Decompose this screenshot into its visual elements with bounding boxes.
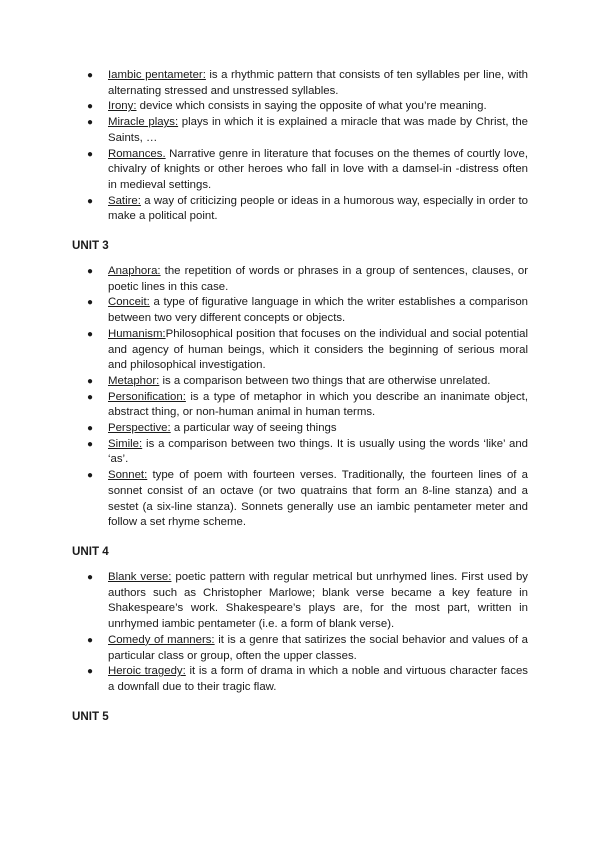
glossary-term: Humanism: (108, 327, 166, 340)
glossary-definition: a way of criticizing people or ideas in a humorous way, especially in order to make a political point. (108, 194, 528, 223)
glossary-item (87, 664, 528, 695)
glossary-definition: type of poem with fourteen verses. Traditionally, the fourteen lines of a sonnet consist of an octave (or two quatrains that form an 8-line stanza) and a sestet (a six-line stanza). Sonnets generally use an iambic pentameter meter and follow a set rhyme scheme. (108, 469, 528, 529)
bullet-icon: ● (87, 117, 94, 129)
bullet-icon: ● (87, 391, 94, 403)
bullet-icon: ● (87, 70, 94, 81)
glossary-term: Metaphor: (108, 374, 160, 387)
glossary-item (87, 68, 528, 99)
glossary-item (87, 390, 528, 421)
bullet-icon: ● (87, 266, 94, 278)
bullet-icon: ● (87, 328, 94, 340)
bullet-icon: ● (87, 101, 94, 113)
bullet-icon: ● (87, 148, 94, 160)
glossary-definition: is a comparison between two things. It is usually using the words ‘like’ and ‘as’. (108, 437, 528, 466)
glossary-term: Satire: (108, 194, 141, 207)
glossary-item (87, 570, 528, 633)
bullet-icon: ● (87, 571, 94, 583)
bullet-icon: ● (87, 470, 94, 482)
glossary-item (87, 468, 528, 531)
glossary-item (87, 421, 528, 437)
glossary-item (87, 115, 528, 146)
glossary-list-unit-2 (72, 68, 528, 225)
glossary-term: Anaphora: (108, 265, 161, 278)
glossary-definition: it is a genre that satirizes the social behavior and values of a particular class or group, often the upper classes. (108, 633, 528, 662)
glossary-term: Perspective: (108, 422, 171, 435)
glossary-term: Blank verse: (108, 570, 172, 583)
glossary-item (87, 374, 528, 390)
glossary-item (87, 99, 528, 115)
glossary-term: Comedy of manners: (108, 633, 215, 646)
glossary-definition: plays in which it is explained a miracle that was made by Christ, the Saints, … (108, 116, 528, 144)
bullet-icon: ● (87, 438, 94, 450)
glossary-term: Heroic tragedy: (108, 665, 186, 678)
bullet-icon: ● (87, 375, 94, 387)
unit-heading: UNIT 5 (72, 709, 109, 723)
bullet-icon: ● (87, 423, 94, 435)
glossary-term: Irony: (108, 100, 137, 113)
glossary-term: Iambic pentameter: (108, 69, 206, 81)
bullet-icon: ● (87, 297, 94, 309)
glossary-definition: the repetition of words or phrases in a group of sentences, clauses, or poetic lines in this case. (108, 265, 528, 293)
glossary-term: Simile: (108, 437, 143, 450)
glossary-list-unit-4 (72, 570, 528, 696)
glossary-term: Personification: (108, 390, 186, 403)
glossary-definition: a particular way of seeing things (170, 422, 337, 435)
bullet-icon: ● (87, 666, 94, 678)
glossary-definition: device which consists in saying the opposite of what you’re meaning. (136, 100, 487, 113)
bullet-icon: ● (87, 195, 94, 207)
glossary-definition: is a rhythmic pattern that consists of ten syllables per line, with alternating stressed and unstressed syllables. (108, 69, 528, 97)
bullet-icon: ● (87, 634, 94, 646)
glossary-term: Miracle plays: (108, 116, 179, 129)
glossary-item (87, 147, 528, 194)
unit-heading: UNIT 4 (72, 544, 109, 558)
glossary-term: Romances. (108, 147, 166, 160)
glossary-definition: poetic pattern with regular metrical but unrhymed lines. First used by authors such as Christopher Marlowe; blank verse became a key feature in Shakespeare’s work. Shakespeare’s plays are, for the most part, written in unrhymed iambic pentameter (i.e. a form of blank verse). (108, 570, 528, 631)
glossary-definition: Philosophical position that focuses on the individual and social potential and agency of human beings, which it considers the beginning of serious moral and philosophical investigation. (108, 327, 528, 372)
glossary-item (87, 437, 528, 468)
glossary-definition: a type of figurative language in which the writer establishes a comparison between two very different concepts or objects. (108, 296, 528, 325)
glossary-definition: Narrative genre in literature that focuses on the themes of courtly love, chivalry of knights or other heroes who fall in love with a damsel-in -distress often in medieval settings. (108, 147, 528, 191)
glossary-term: Conceit: (108, 296, 150, 309)
glossary-item (87, 295, 528, 326)
unit-heading: UNIT 3 (72, 239, 109, 253)
glossary-term: Sonnet: (108, 469, 148, 482)
glossary-item (87, 194, 528, 225)
glossary-item (87, 327, 528, 374)
glossary-list-unit-3 (72, 264, 528, 531)
glossary-definition: is a comparison between two things that are otherwise unrelated. (159, 374, 491, 387)
glossary-item (87, 633, 528, 664)
glossary-definition: is a type of metaphor in which you describe an inanimate object, abstract thing, or non-human animal in human terms. (108, 390, 528, 419)
glossary-definition: it is a form of drama in which a noble and virtuous character faces a downfall due to their tragic flaw. (108, 665, 528, 693)
glossary-item (87, 264, 528, 295)
